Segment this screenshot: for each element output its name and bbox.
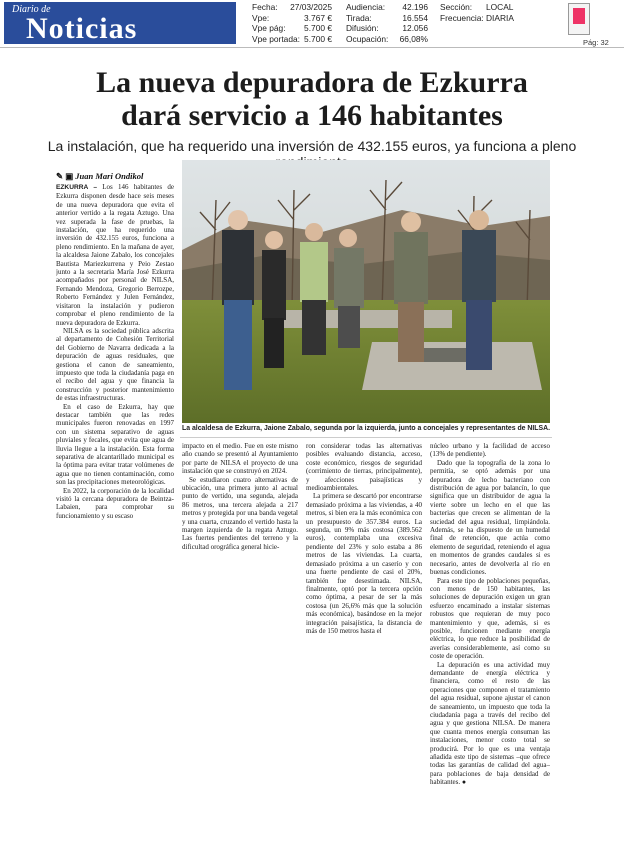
article-column-3: ron considerar todas las alternativas posibles evaluando distancia, acceso, coste económico, riesgos de seguridad (corrimiento de tierras, principalmente), y afecciones paisajísticas y medioambientales. La primera se descartó por encontrarse demasiado próxima a las viviendas, a 40 metros, si bien era la más económica con un presupuesto de 357.384 euros. La segunda, un 9% más costosa (389.562 euros), contemplaba una excesiva pendiente del 23% y solo estaba a 86 metros de las viviendas. La cuarta, demasiado próxima a un caserío y con una fuerte pendiente de casi el 20%, también fue desestimada. NILSA, finalmente, optó por la tercera opción como óptima, a pesar de ser la más costosa (un 26,6% más que la solución más económica), basándose en la mejor integración paisajística, la distancia de más de 150 metros hasta el <box>306 442 422 635</box>
page-number: Pág: 32 <box>583 38 609 47</box>
headline-line-1: La nueva depuradora de Ezkurra <box>96 66 528 99</box>
dateline: EZKURRA – <box>56 184 97 191</box>
clipping-header <box>0 0 624 48</box>
page-thumbnail[interactable] <box>568 3 590 35</box>
article-photo <box>182 160 550 423</box>
headline-line-2: dará servicio a 146 habitantes <box>121 99 503 132</box>
meta-values-3: LOCAL DIARIA <box>486 2 514 23</box>
meta-labels-1: Fecha: Vpe: Vpe pág: Vpe portada: <box>252 2 300 44</box>
camera-icon: ✎ ▣ <box>56 171 74 181</box>
photo-caption: La alcaldesa de Ezkurra, Jaione Zabalo, segunda por la izquierda, junto a concejales y representantes de NILSA. <box>182 425 551 432</box>
author-name: Juan Mari Ondikol <box>75 171 144 181</box>
meta-labels-3: Sección: Frecuencia: <box>440 2 484 23</box>
article-column-4: núcleo urbano y la facilidad de acceso (13% de pendiente). Dado que la topografía de la zona lo permitía, se optó además por una depuradora de lecho bacteriano con distribución de agua por balancín, lo que significa que un distribuidor de agua la vierte sobre un lecho en el que las bacterias que crecen se alimentan de la suciedad del agua residual, limpiándola. Además, se ha dispuesto de un humedal final de retención, que actúa como elemento de seguridad, reteniendo el agua en momentos de grandes caudales si es necesario, antes de devolverla al río en buenas condiciones. Para este tipo de poblaciones pequeñas, con menos de 150 habitantes, las soluciones de depuración exigen un gran esfuerzo encaminado a instalar sistemas robustos que requieran de muy poco mantenimiento y que, además, si es posible, funcionen mediante energía eléctrica, lo que reduce la posibilidad de averías considerablemente, así como su coste de operación. La depuración es una actividad muy demandante de energía eléctrica y financiera, como el resto de las operaciones que componen el tratamiento del agua residual, supone ajustar el canon de saneamiento, un impuesto que toda la ciudadanía paga a través del recibo del agua y que gestiona NILSA. De manera que cuanta menos energía consuman las instalaciones, menor costo total se producirá. Por lo que es una ventaja añadida este tipo de sistemas –que ofrece todas las garantías de calidad del agua– para poblaciones de baja densidad de habitantes. ● <box>430 442 550 787</box>
subheadline: La instalación, que ha requerido una inversión de 432.155 euros, ya funciona a pleno <box>47 138 577 154</box>
headline <box>30 66 594 132</box>
logo-main: Noticias <box>26 12 138 45</box>
newspaper-logo <box>4 2 236 44</box>
meta-values-1: 27/03/2025 3.767 € 5.700 € 5.700 € <box>290 2 332 44</box>
meta-values-2: 42.196 16.554 12.056 66,08% <box>399 2 428 44</box>
article-column-2: impacto en el medio. Fue en este mismo año cuando se presentó al Ayuntamiento por parte de NILSA el proyecto de una instalación que se construyó en 2024. Se estudiaron cuatro alternativas de ubicación, una primera junto al actual punto de vertido, una segunda, alejada 86 metros, una tercera alejada a 217 metros y protegida por una banda vegetal y una cuarta, cruzando el vertido hasta la margen izquierda de la regata Aztugo. Las fuertes pendientes del terreno y la dificultad orográfica general hicie- <box>182 442 298 551</box>
article-column-1: EZKURRA – Los 146 habitantes de Ezkurra disponen desde hace seis meses de una nueva depuradora que evita el anterior vertido a la regata Aztugo. Una vez superada la fase de pruebas, la instalación, que ha requerido una inversión de 432.155 euros, funciona a pleno rendimiento. En la mañana de ayer, la alcaldesa Jaione Zabalo, los concejales Bautista Mariezkurrena y Peio Zestao junto a la secretaria María José Ezkurra acompañados por personal de NILSA, Fernando Mendoza, Gregorio Berrozpe, Roberto Fernández y Julen Fernández, visitaron la instalación y pudieron comprobar el pleno rendimiento de la nueva depuradora de Ezkurra. NILSA es la sociedad pública adscrita al departamento de Cohesión Territorial del Gobierno de Navarra dedicada a la depuración de aguas residuales, que gestiona el canon de saneamiento, impuesto que toda la ciudadanía paga en el recibo del agua y que financia la construcción y posterior mantenimiento de estas infraestructuras. En el caso de Ezkurra, hay que destacar también que las redes municipales fueron renovadas en 1997 con un sistema separativo de aguas pluviales y fecales, que evita que agua de lluvia llegue a la instalación. Esta forma separativa de alcantarillado municipal es la óptima para evitar tratar volúmenes de agua que no tienen contaminación, como son las precipitaciones meteorológicas. En 2022, la corporación de la localidad visitó la cercana depuradora de Beintza-Labaien, para comprobar su funcionamiento y su escaso <box>56 183 174 520</box>
end-mark: ● <box>461 778 467 787</box>
meta-labels-2: Audiencia: Tirada: Difusión: Ocupación: <box>346 2 389 44</box>
byline <box>56 171 143 182</box>
caption-divider <box>180 437 552 438</box>
logo-top: Diario de <box>12 4 51 15</box>
